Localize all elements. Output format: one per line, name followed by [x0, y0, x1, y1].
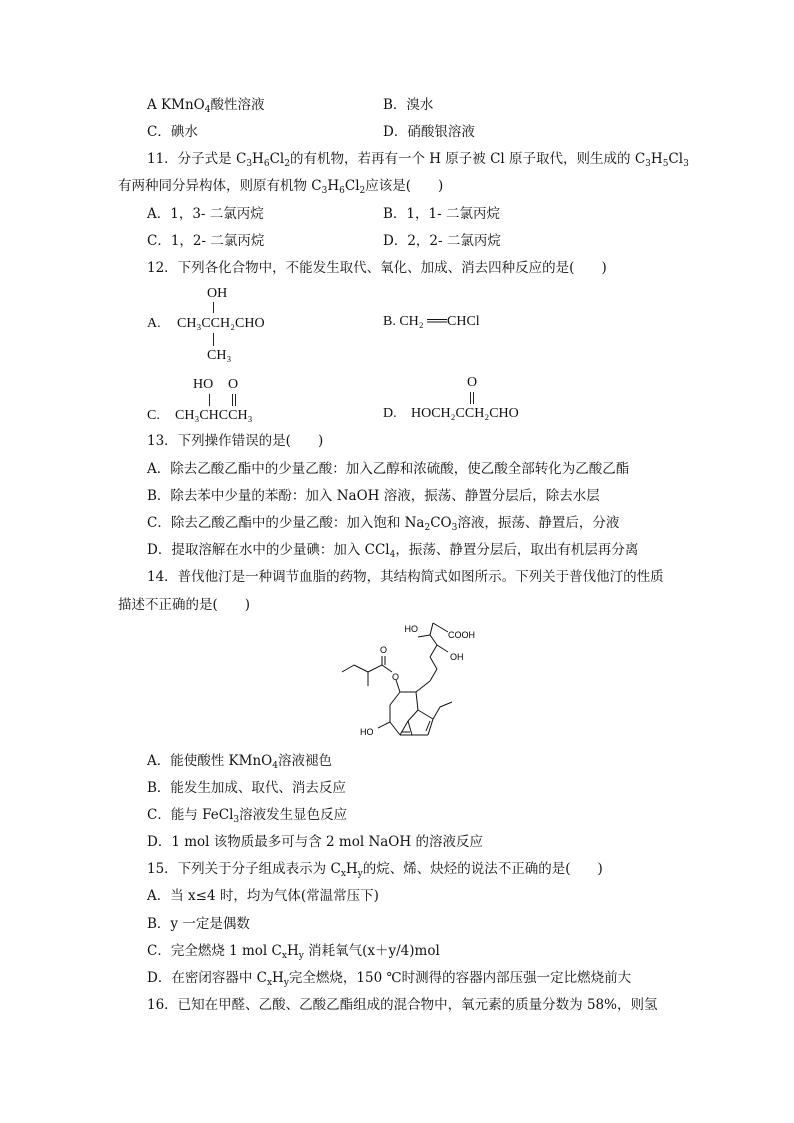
q12-d-main: HOCH₂CCH₂CHO [411, 406, 519, 421]
q12-a-top-oh: OH [207, 286, 228, 301]
q10-option-b: B．溴水 [383, 97, 434, 113]
q15-stem: 15．下列关于分子组成表示为 $C_xH_y$的烷、烯、炔烃的说法不正确的是( ) [147, 861, 603, 879]
q12-c-top-ho: HO [193, 377, 214, 392]
q12-c-label: C. [147, 408, 160, 423]
q11-option-c: C．1，2- 二氯丙烷 [147, 233, 265, 249]
fig-carbonyl-o-label: O [380, 645, 388, 655]
q12-d-label: D. [383, 406, 397, 421]
fig-cooh-label: COOH [448, 630, 475, 640]
q14-option-a: A．能使酸性 KMnO$_4$溶液褪色 [147, 753, 332, 771]
q15-option-d: D．在密闭容器中 $C_xH_y$完全燃烧，150 ℃时测得的容器内部压强一定比燃烧前大 [147, 970, 632, 988]
q15-option-b: B．y 一定是偶数 [147, 916, 250, 932]
q13-option-c: C．除去乙酸乙酯中的少量乙酸：加入饱和 $Na_2CO_3$溶液，振荡、静置后，分液 [147, 515, 620, 533]
q12-c-bond-oh [209, 394, 210, 406]
q12-stem: 12．下列各化合物中，不能发生取代、氧化、加成、消去四种反应的是( ) [147, 260, 607, 276]
q12-c-top-o: O [228, 377, 239, 392]
q11-option-a: A．1，3- 二氯丙烷 [147, 206, 264, 222]
q12-a-bond-down [213, 333, 214, 346]
q11-stem-line2: 有两种同分异构体，则原有机物 $C_3H_6Cl_2$应该是( ) [118, 178, 444, 196]
q13-option-d: D．提取溶解在水中的少量碘：加入 CCl$_4$，振荡、静置分层后，取出有机层再分离 [147, 542, 639, 560]
q12-c-main: CH₃CHCCH₃ [175, 408, 253, 423]
q13-option-a: A．除去乙酸乙酯中的少量乙酸：加入乙醇和浓硫酸，使乙酸全部转化为乙酸乙酯 [147, 461, 630, 477]
q10-option-a: A KMnO$_4$酸性溶液 [147, 97, 265, 115]
q10-option-c: C．碘水 [147, 124, 198, 140]
q12-d-double-bond-1 [470, 392, 471, 404]
q12-a-bottom-ch3: CH₃ [207, 348, 232, 363]
q11-stem-line1: 11．分子式是 $C_3H_6Cl_2$的有机物，若再有一个 H 原子被 Cl 原子取代，则生成的 $C_3H_5Cl_3$ [147, 151, 689, 169]
q12-a-main: CH₃CCH₂CHO [177, 316, 265, 331]
q14-stem-line1: 14．普伐他汀是一种调节血脂的药物，其结构简式如图所示。下列关于普伐他汀的性质 [147, 569, 664, 585]
q14-option-d: D．1 mol 该物质最多可与含 2 mol NaOH 的溶液反应 [147, 834, 483, 850]
fig-ho-top-label: HO [404, 624, 418, 634]
q10-option-d: D．硝酸银溶液 [383, 124, 475, 140]
q16-stem: 16．已知在甲醛、乙酸、乙酸乙酯组成的混合物中，氧元素的质量分数为 58%，则氢 [147, 997, 658, 1013]
q11-option-d: D．2，2- 二氯丙烷 [383, 233, 501, 249]
q14-option-c: C．能与 FeCl$_3$溶液发生显色反应 [147, 807, 348, 825]
fig-oh-label: OH [450, 652, 464, 662]
q12-a-label: A. [147, 316, 161, 331]
q12-d-top-o: O [467, 375, 478, 390]
pravastatin-structure [330, 620, 480, 745]
q12-a-bond-up [213, 302, 214, 313]
q12-c-double-bond-2 [235, 394, 236, 406]
q11-option-b: B．1，1- 二氯丙烷 [383, 206, 500, 222]
q15-option-c: C．完全燃烧 1 mol $C_xH_y$ 消耗氧气(x＋y/4)mol [147, 943, 440, 961]
q12-b-structure: B. CH₂ ══CHCl [383, 314, 480, 329]
fig-ho-bottom-label: HO [360, 727, 374, 737]
fig-ester-o-label: O [392, 672, 400, 682]
q14-stem-line2: 描述不正确的是( ) [118, 597, 251, 613]
q13-stem: 13．下列操作错误的是( ) [147, 433, 324, 449]
q12-d-double-bond-2 [473, 392, 474, 404]
q13-option-b: B．除去苯中少量的苯酚：加入 NaOH 溶液，振荡、静置分层后，除去水层 [147, 488, 600, 504]
q15-option-a: A．当 x≤4 时，均为气体(常温常压下) [147, 888, 379, 904]
q14-option-b: B．能发生加成、取代、消去反应 [147, 780, 346, 796]
q12-c-double-bond-1 [232, 394, 233, 406]
